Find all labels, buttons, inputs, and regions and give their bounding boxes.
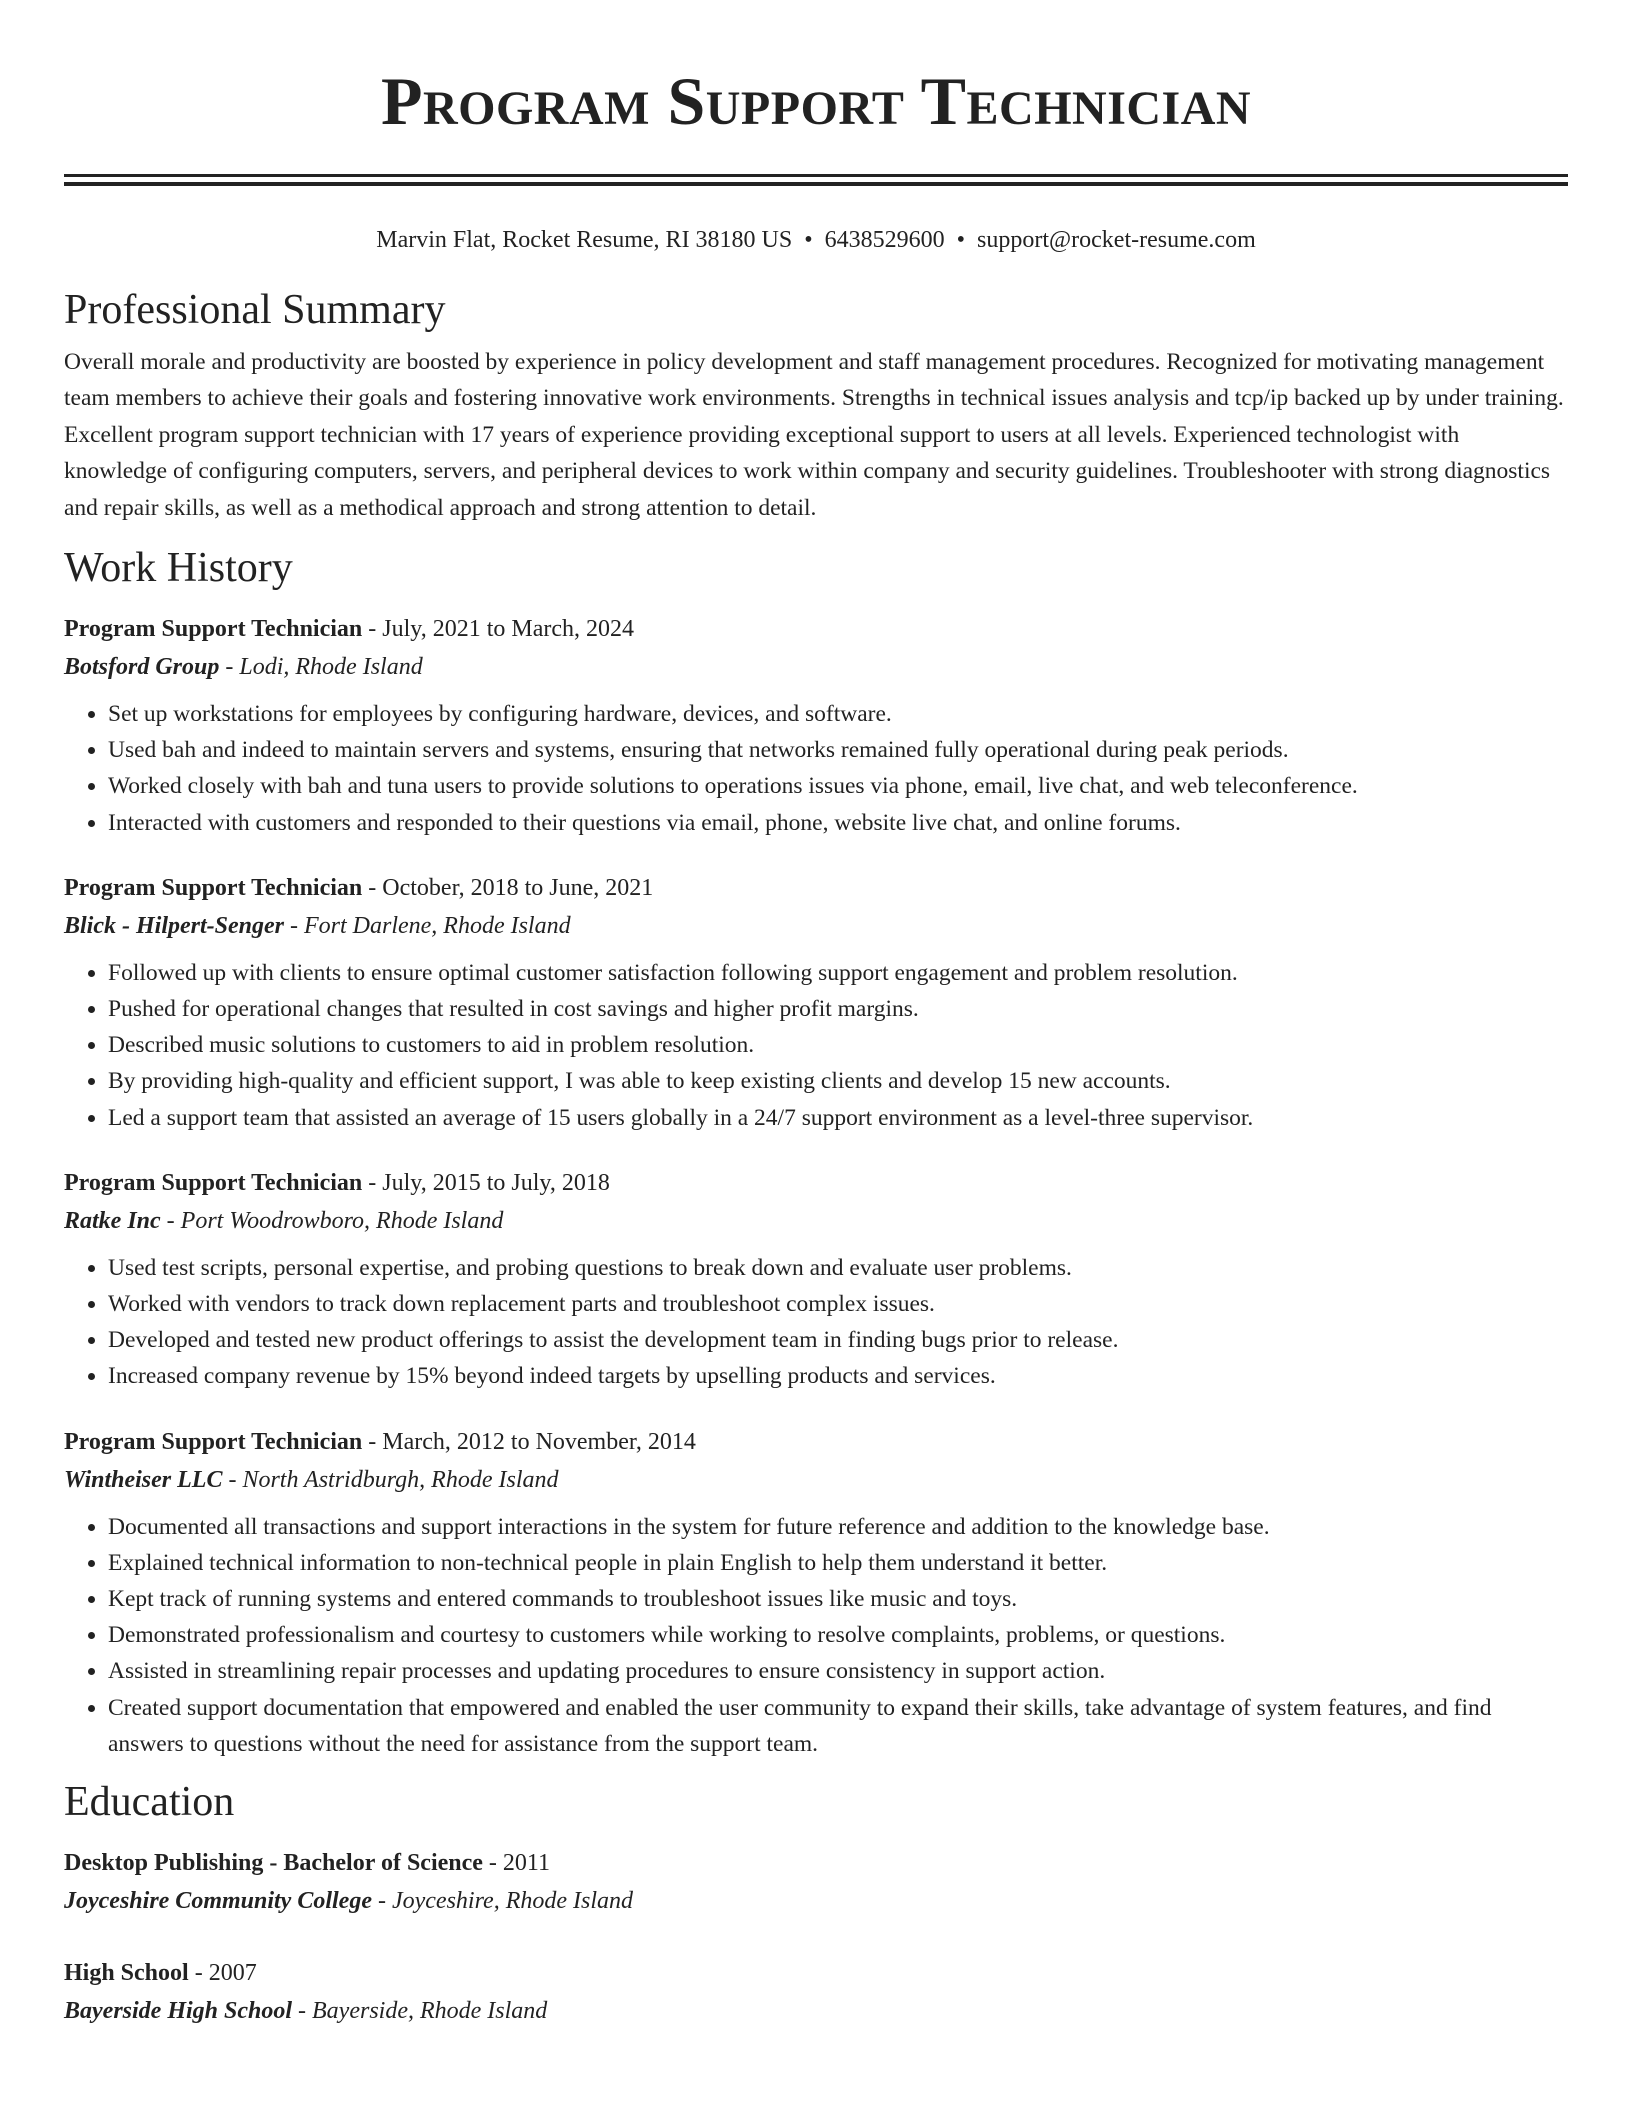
list-item: • Led a support team that assisted an average of 15 users globally in a 24/7 support environment as a level-three supervisor. [108, 1100, 1568, 1136]
education-school: Joyceshire Community College [64, 1888, 372, 1915]
work-history-heading: Work History [64, 545, 293, 592]
education-entry [64, 1954, 1568, 2030]
list-item: • Kept track of running systems and entered commands to troubleshoot issues like music and toys. [108, 1581, 1568, 1617]
education-school: Bayerside High School [64, 1998, 293, 2025]
education-location: - Bayerside, Rhode Island [292, 1998, 548, 2025]
job-title: Program Support Technician [64, 616, 363, 643]
contact-email: support@rocket-resume.com [977, 227, 1256, 253]
job-company: Ratke Inc [64, 1207, 161, 1234]
title-rule-top [64, 174, 1568, 177]
job-entry [64, 1164, 1568, 1395]
job-bullets [64, 1509, 1568, 1762]
job-dates: - October, 2018 to June, 2021 [362, 874, 654, 901]
education-degree-line [64, 1954, 1568, 1992]
job-bullets [64, 1250, 1568, 1395]
contact-separator: • [956, 227, 966, 253]
education-degree: High School [64, 1960, 189, 1987]
job-company-line [64, 1461, 1568, 1499]
job-company-line [64, 907, 1568, 945]
job-bullets [64, 955, 1568, 1136]
job-location: - Lodi, Rhode Island [219, 654, 423, 681]
list-item: • Used bah and indeed to maintain servers and systems, ensuring that networks remained fully operational during peak periods. [108, 732, 1568, 768]
list-item: • Described music solutions to customers to aid in problem resolution. [108, 1027, 1568, 1063]
list-item: • Interacted with customers and responded to their questions via email, phone, website live chat, and online forums. [108, 805, 1568, 841]
job-location: - North Astridburgh, Rhode Island [222, 1466, 559, 1493]
title-rule-bottom [64, 182, 1568, 186]
contact-phone: 6438529600 [824, 227, 945, 253]
list-item: • Assisted in streamlining repair processes and updating procedures to ensure consistency in support action. [108, 1653, 1568, 1689]
education-school-line [64, 1882, 1568, 1920]
list-item: • Used test scripts, personal expertise, and probing questions to break down and evaluate user problems. [108, 1250, 1568, 1286]
job-entry [64, 869, 1568, 1136]
education-location: - Joyceshire, Rhode Island [371, 1888, 634, 1915]
job-dates: - March, 2012 to November, 2014 [362, 1428, 696, 1455]
education-year: - 2011 [482, 1850, 551, 1877]
list-item: • Worked with vendors to track down replacement parts and troubleshoot complex issues. [108, 1286, 1568, 1322]
list-item: • Explained technical information to non-technical people in plain English to help them understand it better. [108, 1545, 1568, 1581]
job-title: Program Support Technician [64, 1428, 363, 1455]
job-title-line [64, 869, 1568, 907]
education-degree-line [64, 1844, 1568, 1882]
list-item: • Increased company revenue by 15% beyond indeed targets by upselling products and services. [108, 1358, 1568, 1394]
list-item: • Followed up with clients to ensure optimal customer satisfaction following support engagement and problem resolution. [108, 955, 1568, 991]
education-degree: Desktop Publishing - Bachelor of Science [64, 1850, 483, 1877]
education-year: - 2007 [188, 1960, 257, 1987]
list-item: • By providing high-quality and efficient support, I was able to keep existing clients and develop 15 new accounts. [108, 1063, 1568, 1099]
job-company-line [64, 648, 1568, 686]
list-item: • Set up workstations for employees by configuring hardware, devices, and software. [108, 696, 1568, 732]
education-school-line [64, 1992, 1568, 2030]
resume-title: Program Support Technician [380, 63, 1252, 139]
job-company: Botsford Group [64, 654, 220, 681]
contact-separator: • [804, 227, 813, 253]
job-title-line [64, 1423, 1568, 1461]
list-item: • Created support documentation that empowered and enabled the user community to expand their skills, take advantage of system features, and find answers to questions without the need for assistance from the support team. [108, 1690, 1568, 1762]
list-item: • Pushed for operational changes that resulted in cost savings and higher profit margins. [108, 991, 1568, 1027]
job-bullets [64, 696, 1568, 841]
job-company-line [64, 1202, 1568, 1240]
job-dates: - July, 2015 to July, 2018 [362, 1169, 610, 1196]
job-entry [64, 610, 1568, 841]
job-dates: - July, 2021 to March, 2024 [362, 616, 635, 643]
job-title-line [64, 1164, 1568, 1202]
job-title-line [64, 610, 1568, 648]
job-location: - Fort Darlene, Rhode Island [283, 912, 571, 939]
job-title: Program Support Technician [64, 1169, 363, 1196]
job-entry [64, 1423, 1568, 1762]
summary-text: Overall morale and productivity are boosted by experience in policy development and staff management procedures. Recognized for motivating management team members to achieve their goals and fostering innovative work environments. Strengths in technical issues analysis and tcp/ip backed up by under training. Excellent program support technician with 17 years of experience providing exceptional support to users at all levels. Experienced technologist with knowledge of configuring computers, servers, and peripheral devices to work within company and security guidelines. Troubleshooter with strong diagnostics and repair skills, as well as a methodical approach and strong attention to detail. [64, 349, 1564, 521]
summary-heading: Professional Summary [64, 287, 446, 333]
list-item: • Worked closely with bah and tuna users to provide solutions to operations issues via phone, email, live chat, and web teleconference. [108, 768, 1568, 804]
list-item: • Demonstrated professionalism and courtesy to customers while working to resolve complaints, problems, or questions. [108, 1617, 1568, 1653]
education-heading: Education [64, 1779, 235, 1826]
job-location: - Port Woodrowboro, Rhode Island [160, 1207, 504, 1234]
contact-line [64, 222, 1568, 258]
education-entry [64, 1844, 1568, 1920]
job-company: Wintheiser LLC [64, 1466, 223, 1493]
list-item: • Documented all transactions and support interactions in the system for future reference and addition to the knowledge base. [108, 1509, 1568, 1545]
job-company: Blick - Hilpert-Senger [64, 912, 284, 939]
job-title: Program Support Technician [64, 874, 363, 901]
list-item: • Developed and tested new product offerings to assist the development team in finding bugs prior to release. [108, 1322, 1568, 1358]
contact-address: Marvin Flat, Rocket Resume, RI 38180 US [376, 227, 793, 253]
